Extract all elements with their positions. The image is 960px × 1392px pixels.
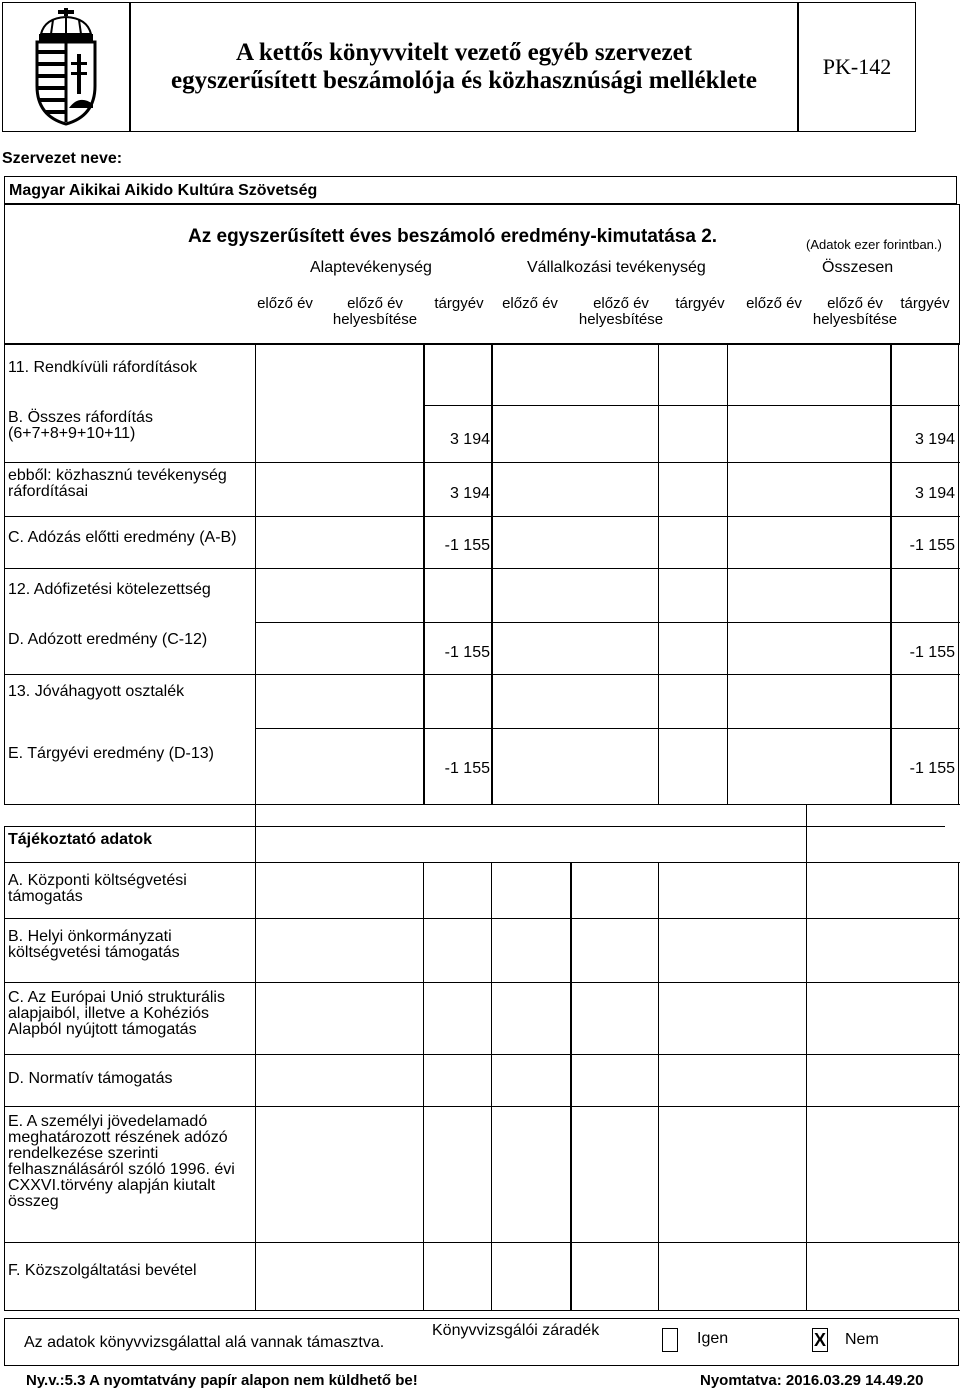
col-header [566,296,676,328]
info-row-text: költségvetési támogatás [8,944,180,961]
row-label-text: 13. Jóváhagyott osztalék [8,683,185,700]
row-label-adozott-eredmeny [8,632,207,648]
audit-title: Könyvvizsgálói záradék [432,1322,600,1339]
cell-ossz-targyev[interactable]: -1 155 [909,644,955,661]
row-label-osszes-raforditas [8,410,153,442]
info-row-text: támogatás [8,888,83,905]
row-label-text: (6+7+8+9+10+11) [8,425,136,442]
row-label-rendkivuli-raforditasok [8,360,197,376]
group-vallalkozasi: Vállalkozási tevékenység [527,259,706,276]
col-header [320,296,430,328]
coat-of-arms-logo [2,2,130,132]
form-title [130,2,798,132]
row-label-jovahagyott-osztalek [8,684,184,700]
info-row-text: C. Az Európai Unió strukturális [8,989,225,1006]
col-header-text: tárgyév [900,295,950,312]
col-header-text: előző év [746,295,802,312]
info-title: Tájékoztató adatok [8,831,153,848]
form-code: PK-142 [798,2,916,132]
cell-ossz-targyev[interactable]: -1 155 [909,537,955,554]
cell-ossz-targyev[interactable]: 3 194 [914,485,955,502]
info-row-label [8,1071,173,1087]
col-header-text: előző év [257,295,313,312]
form-title-line1: A kettős könyvvitelt vezető egyéb szervezet [235,39,693,66]
info-row-text: alapjaiból, illetve a Kohéziós [8,1005,210,1022]
info-row-label [8,929,180,961]
col-header-text: előző év [593,295,649,312]
col-header [890,296,960,312]
info-row-text: D. Normatív támogatás [8,1070,173,1087]
form-title-line2: egyszerűsített beszámolója és közhasznúsági melléklete [171,67,757,94]
info-row-text: rendelkezése szerinti [8,1145,159,1162]
info-row-text: felhasználásáról szóló 1996. évi [8,1161,235,1178]
col-header-text: helyesbítése [812,311,898,328]
section-title: Az egyszerűsített éves beszámoló eredmény-kimutatása 2. [188,226,718,247]
col-header-text: előző év [347,295,403,312]
cell-alap-targyev[interactable]: 3 194 [449,431,490,448]
info-row-label [8,873,187,905]
row-label-text: 12. Adófizetési kötelezettség [8,581,211,598]
audit-yes-checkbox[interactable] [662,1328,678,1352]
cell-alap-targyev[interactable]: -1 155 [444,537,490,554]
info-row-text: F. Közszolgáltatási bevétel [8,1262,197,1279]
info-row-text: E. A személyi jövedelamadó [8,1113,208,1130]
cell-alap-targyev[interactable]: 3 194 [449,485,490,502]
row-label-text: D. Adózott eredmény (C-12) [8,631,208,648]
info-row-text: Alapból nyújtott támogatás [8,1021,197,1038]
info-row-label [8,1263,197,1279]
audit-no-label: Nem [845,1331,879,1348]
row-label-kozhasznu-raforditasai [8,468,227,500]
col-header [424,296,494,312]
hungarian-coat-of-arms-icon [31,8,101,126]
col-header-text: előző év [502,295,558,312]
cell-ossz-targyev[interactable]: 3 194 [914,431,955,448]
col-header-text: helyesbítése [332,311,418,328]
cell-ossz-targyev[interactable]: -1 155 [909,760,955,777]
info-row-text: A. Központi költségvetési [8,872,187,889]
org-name-field[interactable]: Magyar Aikikai Aikido Kultúra Szövetség [4,176,957,204]
row-label-text: C. Adózás előtti eredmény (A-B) [8,529,237,546]
print-timestamp: Nyomtatva: 2016.03.29 14.49.20 [700,1372,924,1389]
footer-note: Ny.v.:5.3 A nyomtatvány papír alapon nem küldhető be! [26,1372,418,1389]
cell-alap-targyev[interactable]: -1 155 [444,760,490,777]
group-alaptevekenyseg: Alaptevékenység [310,259,432,276]
col-header [664,296,736,312]
info-row-label [8,1114,235,1210]
info-row-text: meghatározott részének adózó [8,1129,228,1146]
info-row-text: CXXVI.törvény alapján kiutalt [8,1177,216,1194]
audit-statement: Az adatok könyvvizsgálattal alá vannak támasztva. [24,1334,385,1351]
cell-alap-targyev[interactable]: -1 155 [444,644,490,661]
col-header [494,296,566,312]
row-label-targyevi-eredmeny [8,746,214,762]
row-label-text: ráfordításai [8,483,89,500]
row-label-adozas-elotti-eredmeny [8,530,237,546]
col-header-text: tárgyév [675,295,725,312]
org-name-label: Szervezet neve: [2,150,123,167]
info-row-text: B. Helyi önkormányzati [8,928,172,945]
col-header-text: tárgyév [434,295,484,312]
col-header [250,296,320,312]
info-row-text: összeg [8,1193,59,1210]
row-label-text: 11. Rendkívüli ráfordítások [8,359,198,376]
audit-no-checkbox[interactable]: X [813,1330,826,1350]
col-header-text: előző év [827,295,883,312]
info-row-label [8,990,225,1038]
row-label-text: ebből: közhasznú tevékenység [8,467,227,484]
row-label-text: B. Összes ráfordítás [8,409,153,426]
row-label-text: E. Tárgyévi eredmény (D-13) [8,745,214,762]
audit-yes-label: Igen [697,1330,729,1347]
units-note: (Adatok ezer forintban.) [806,237,942,252]
group-osszesen: Összesen [822,259,894,276]
row-label-adofizetesi-kotelezettseg [8,582,211,598]
col-header-text: helyesbítése [578,311,664,328]
